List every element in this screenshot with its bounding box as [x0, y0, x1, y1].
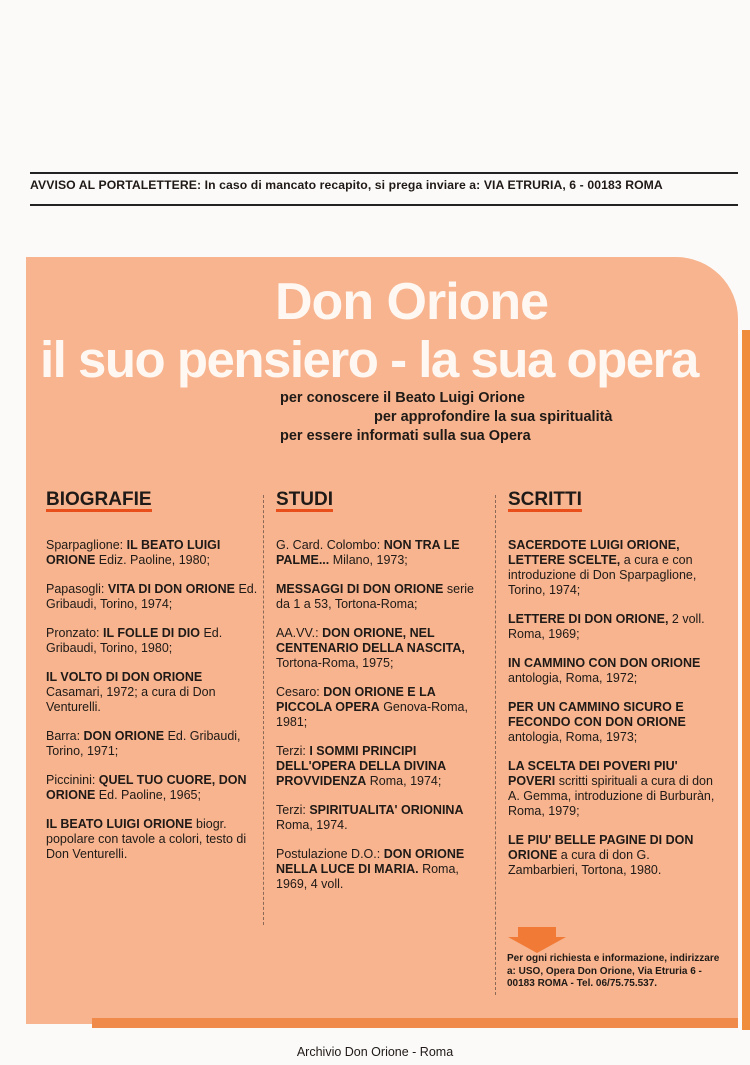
bibliography-entry [46, 626, 258, 656]
entry-publication: antologia, Roma, 1972; [508, 671, 638, 685]
entry-title: DON ORIONE [83, 729, 165, 743]
contact-info: Per ogni richiesta e informazione, indirizzare a: USO, Opera Don Orione, Via Etruria 6 - 00183 ROMA - Tel. 06/75.75.537. [507, 953, 720, 989]
entry-title: PER UN CAMMINO SICURO E FECONDO CON DON ORIONE [508, 700, 686, 729]
title-line-1: Don Orione [275, 273, 549, 331]
entry-publication: Roma, 1969, 4 voll. [276, 862, 459, 891]
studi-column [276, 489, 489, 906]
bibliography-entry [276, 685, 489, 730]
bibliography-entry [46, 538, 258, 568]
intro-line-2: per approfondire la sua spiritualità [374, 409, 613, 425]
bibliography-entry [276, 803, 489, 833]
entry-author: AA.VV.: [276, 626, 323, 640]
entry-title: NON TRA LE PALME... [276, 538, 460, 567]
bibliography-entry [508, 538, 722, 598]
entry-publication: Casamari, 1972; a cura di Don Venturelli. [46, 685, 216, 714]
entry-title: LA SCELTA DEI POVERI PIU' POVERI [508, 759, 678, 788]
entry-publication: Ed. Gribaudi, Torino, 1974; [46, 582, 258, 611]
column-separator [495, 495, 496, 995]
entry-author: Postulazione D.O.: [276, 847, 384, 861]
notice-top-rule [30, 172, 738, 174]
archive-footer: Archivio Don Orione - Roma [296, 1045, 454, 1059]
entry-publication: antologia, Roma, 1973; [508, 730, 638, 744]
bibliography-entry [276, 847, 489, 892]
entry-publication: Ed. Gribaudi, Torino, 1971; [46, 729, 241, 758]
scritti-column [508, 489, 722, 892]
entry-title: IL BEATO LUIGI ORIONE [46, 817, 193, 831]
bibliography-entry [46, 582, 258, 612]
entry-title: DON ORIONE, NEL CENTENARIO DELLA NASCITA, [276, 626, 465, 655]
entry-author: Pronzato: [46, 626, 103, 640]
entry-author: G. Card. Colombo: [276, 538, 384, 552]
bibliography-entry [276, 538, 489, 568]
bibliography-entry [46, 670, 258, 715]
bibliography-entry [276, 582, 489, 612]
intro-line-1: per conoscere il Beato Luigi Orione [280, 390, 525, 406]
entry-publication: Roma, 1974. [276, 818, 348, 832]
entry-publication: Ed. Paoline, 1965; [98, 788, 201, 802]
column-separator [263, 495, 264, 925]
entry-publication: Ed. Gribaudi, Torino, 1980; [46, 626, 223, 655]
entry-publication: Roma, 1974; [369, 774, 442, 788]
entry-author: Terzi: [276, 744, 310, 758]
bibliography-entry [508, 612, 722, 642]
bibliography-entry [508, 656, 722, 686]
intro-line-3: per essere informati sulla sua Opera [280, 428, 531, 444]
bibliography-entry [276, 626, 489, 671]
entry-title: LETTERE DI DON ORIONE, [508, 612, 669, 626]
postal-notice: AVVISO AL PORTALETTERE: In caso di mancato recapito, si prega inviare a: VIA ETRURIA, 6 - 00183 ROMA [30, 178, 663, 192]
scritti-heading: SCRITTI [508, 489, 582, 510]
entry-author: Papasogli: [46, 582, 108, 596]
entry-author: Sparpaglione: [46, 538, 127, 552]
entry-title: MESSAGGI DI DON ORIONE [276, 582, 444, 596]
entry-author: Cesaro: [276, 685, 324, 699]
entry-publication: Genova-Roma, 1981; [276, 700, 468, 729]
page-edge-strip [742, 330, 750, 1030]
entry-title: SPIRITUALITA' ORIONINA [309, 803, 464, 817]
panel-bottom-bar [92, 1018, 738, 1028]
entry-title: IL BEATO LUIGI ORIONE [46, 538, 221, 567]
entry-title: I SOMMI PRINCIPI DELL'OPERA DELLA DIVINA PROVVIDENZA [276, 744, 446, 788]
bibliography-entry [46, 729, 258, 759]
entry-publication: serie da 1 a 53, Tortona-Roma; [276, 582, 474, 611]
entry-title: QUEL TUO CUORE, DON ORIONE [46, 773, 247, 802]
title-line-2: il suo pensiero - la sua opera [40, 331, 698, 388]
entry-publication: a cura di don G. Zambarbieri, Tortona, 1980. [508, 848, 662, 877]
studi-heading: STUDI [276, 489, 333, 510]
entry-publication: scritti spirituali a cura di don A. Gemma, introduzione di Burburàn, Roma, 1979; [508, 774, 715, 818]
entry-title: IL VOLTO DI DON ORIONE [46, 670, 203, 684]
arrow-down-icon [508, 927, 566, 953]
entry-title: LE PIU' BELLE PAGINE DI DON ORIONE [508, 833, 694, 862]
notice-bottom-rule [30, 204, 738, 206]
entry-publication: Ediz. Paoline, 1980; [98, 553, 210, 567]
bibliography-entry [508, 833, 722, 878]
entry-publication: Tortona-Roma, 1975; [276, 656, 394, 670]
entry-title: DON ORIONE NELLA LUCE DI MARIA. [276, 847, 465, 876]
entry-title: DON ORIONE E LA PICCOLA OPERA [276, 685, 436, 714]
entry-title: IL FOLLE DI DIO [102, 626, 200, 640]
entry-publication: a cura e con introduzione di Don Sparpaglione, Torino, 1974; [508, 553, 697, 597]
entry-author: Piccinini: [46, 773, 99, 787]
entry-title: IN CAMMINO CON DON ORIONE [508, 656, 701, 670]
bibliography-entry [508, 759, 722, 819]
biografie-heading: BIOGRAFIE [46, 489, 152, 510]
entry-publication: 2 voll. Roma, 1969; [508, 612, 705, 641]
bibliography-entry [46, 817, 258, 862]
entry-author: Terzi: [276, 803, 310, 817]
entry-title: VITA DI DON ORIONE [107, 582, 235, 596]
entry-author: Barra: [46, 729, 84, 743]
bibliography-entry [276, 744, 489, 789]
entry-title: SACERDOTE LUIGI ORIONE, LETTERE SCELTE, [508, 538, 680, 567]
bibliography-entry [508, 700, 722, 745]
bibliography-entry [46, 773, 258, 803]
entry-publication: Milano, 1973; [332, 553, 408, 567]
biografie-column [46, 489, 258, 876]
entry-publication: biogr. popolare con tavole a colori, testo di Don Venturelli. [46, 817, 247, 861]
